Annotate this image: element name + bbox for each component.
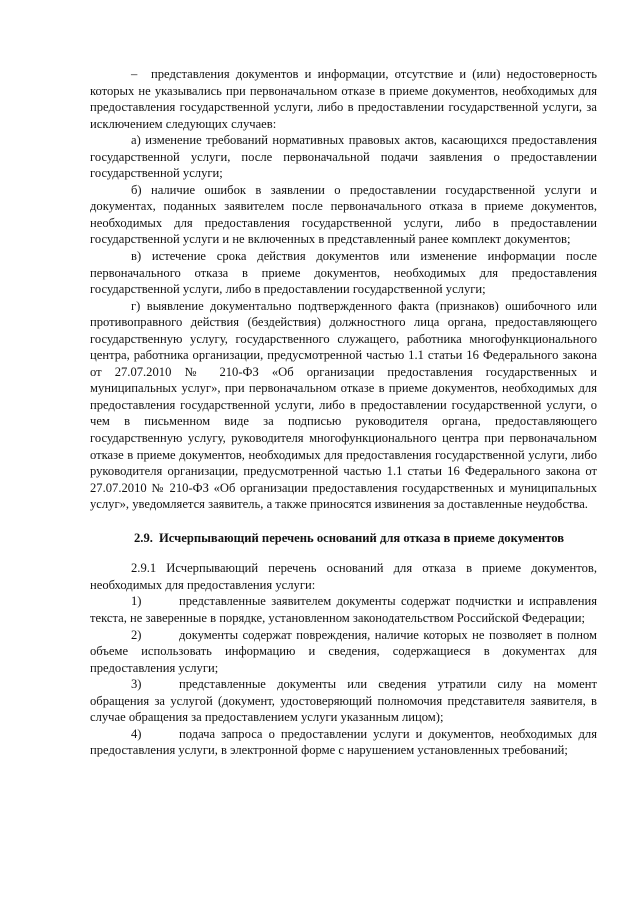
list-item	[90, 627, 597, 677]
list-item-number: 3)	[131, 677, 142, 692]
paragraph-case-a: а) изменение требований нормативных правовых актов, касающихся предоставления государственной услуги, после первоначальной подачи заявления о предоставлении государственной услуги;	[90, 133, 597, 181]
paragraph-intro: 2.9.1 Исчерпывающий перечень оснований для отказа в приеме документов, необходимых для предоставления услуги:	[90, 561, 597, 592]
list-item	[90, 593, 597, 626]
section-title: Исчерпывающий перечень оснований для отказа в приеме документов	[159, 530, 565, 545]
list-item-number: 4)	[131, 726, 142, 741]
dash-marker: –	[131, 67, 138, 81]
list-item-text: документы содержат повреждения, наличие которых не позволяет в полном объеме использовать информацию и сведения, содержащиеся в документах для предоставления услуги;	[90, 627, 597, 675]
list-item-number: 1)	[131, 594, 142, 609]
list-item-number: 2)	[131, 627, 142, 642]
paragraph-case-g: г) выявление документально подтвержденного факта (признаков) ошибочного или противоправного действия (бездействия) должностного лица органа, предоставляющего государственную услугу, государственного служащего, работника многофункционального центра, работника организации, предусмотренной частью 1.1 статьи 16 Федерального закона от 27.07.2010 № 210-ФЗ «Об организации предоставления государственных и муниципальных услуг», при первоначальном отказе в приеме документов, необходимых для предоставления государственной услуги, либо в предоставлении государственной услуги, о чем в письменном виде за подписью руководителя органа, предоставляющего государственную услугу, руководителя многофункционального центра при первоначальном отказе в приеме документов, необходимых для предоставления государственной услуги, либо руководителя организации, предусмотренной частью 1.1 статьи 16 Федерального закона от 27.07.2010 № 210-ФЗ «Об организации предоставления государственных и муниципальных услуг», уведомляется заявитель, а также приносятся извинения за доставленные неудобства.	[90, 298, 597, 512]
list-item	[90, 676, 597, 726]
list-item-text: представленные заявителем документы содержат подчистки и исправления текста, не заверенные в порядке, установленном законодательством Российской Федерации;	[90, 594, 597, 625]
list-item	[90, 726, 597, 759]
section-heading	[90, 530, 597, 547]
section-number: 2.9.	[134, 530, 153, 545]
paragraph-dash-item	[90, 66, 597, 132]
document-page	[90, 66, 597, 759]
paragraph-case-b: б) наличие ошибок в заявлении о предоставлении государственной услуги и документах, поданных заявителем после первоначального отказа в приеме документов, необходимых для предоставления государственной услуги, либо в предоставлении государственной услуги и не включенных в представленный ранее комплект документов;	[90, 182, 597, 247]
paragraph-text: представления документов и информации, отсутствие и (или) недостоверность которых не указывались при первоначальном отказе в приеме документов, необходимых для предоставления государственной услуги, либо в предоставлении государственной услуги, за исключением следующих случаев:	[90, 67, 597, 131]
list-item-text: представленные документы или сведения утратили силу на момент обращения за услугой (документ, удостоверяющий полномочия представителя заявителя, в случае обращения за предоставлением услуги указанным лицом);	[90, 677, 597, 725]
paragraph-case-v: в) истечение срока действия документов или изменение информации после первоначального отказа в приеме документов, необходимых для предоставления государственной услуги, либо в предоставлении государственной услуги;	[90, 249, 597, 297]
list-item-text: подача запроса о предоставлении услуги и документов, необходимых для предоставления услуги, в электронной форме с нарушением установленных требований;	[90, 726, 597, 758]
